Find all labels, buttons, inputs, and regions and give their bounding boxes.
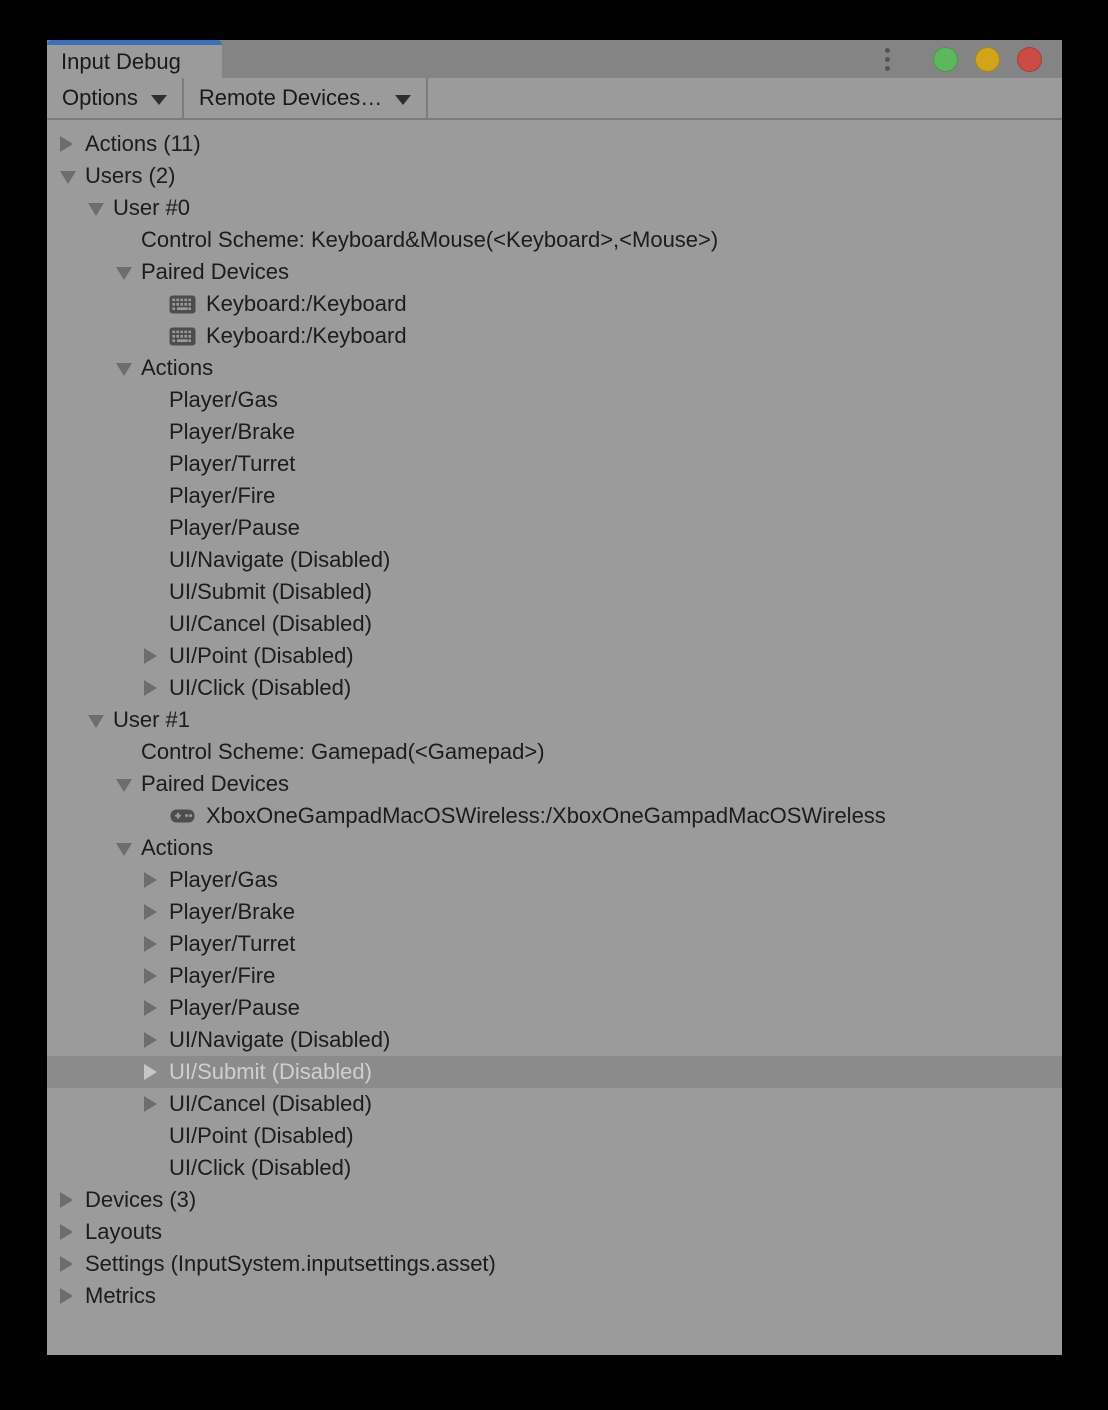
- tree-row[interactable]: [47, 672, 1062, 704]
- tree-row-label: Player/Turret: [169, 451, 296, 476]
- tree-row-label: UI/Click (Disabled): [169, 1155, 352, 1180]
- tree-row-label: UI/Submit (Disabled): [169, 579, 372, 604]
- tree-row[interactable]: [47, 352, 1062, 384]
- tree-row[interactable]: [47, 1024, 1062, 1056]
- traffic-light-yellow[interactable]: [975, 47, 1000, 72]
- tree-row-label: Keyboard:/Keyboard: [206, 291, 407, 316]
- tree-row-label: User #0: [113, 195, 191, 220]
- tree-row[interactable]: [47, 832, 1062, 864]
- collapse-arrow-icon[interactable]: [88, 200, 113, 216]
- expand-arrow-icon[interactable]: [144, 904, 169, 920]
- options-dropdown[interactable]: [47, 78, 182, 118]
- tree-row-label: UI/Submit (Disabled): [169, 1059, 372, 1084]
- tree-row-label: Devices (3): [85, 1187, 197, 1212]
- expand-arrow-icon[interactable]: [144, 1064, 169, 1080]
- tree-row-label: Player/Pause: [169, 515, 300, 540]
- tree-row-label: Player/Gas: [169, 387, 278, 412]
- tree-row-label: UI/Point (Disabled): [169, 643, 354, 668]
- tree-row[interactable]: [47, 1152, 1062, 1184]
- tree-row[interactable]: [47, 512, 1062, 544]
- expand-arrow-icon[interactable]: [144, 968, 169, 984]
- tree-row[interactable]: [47, 896, 1062, 928]
- tree-row-label: Actions: [141, 355, 214, 380]
- chevron-down-icon: [395, 95, 411, 105]
- tree-row[interactable]: [47, 1088, 1062, 1120]
- tree-row[interactable]: [47, 480, 1062, 512]
- toolbar: [47, 78, 1062, 120]
- remote-devices-dropdown-label: Remote Devices…: [198, 85, 383, 110]
- expand-arrow-icon[interactable]: [60, 136, 85, 152]
- tree-row[interactable]: [47, 1184, 1062, 1216]
- collapse-arrow-icon[interactable]: [88, 712, 113, 728]
- tree-row[interactable]: [47, 1120, 1062, 1152]
- expand-arrow-icon[interactable]: [144, 1096, 169, 1112]
- tree-row-label: Player/Brake: [169, 899, 295, 924]
- tree-row[interactable]: [47, 1056, 1062, 1088]
- tree-row-label: Users (2): [85, 163, 176, 188]
- tab-title: Input Debug: [61, 48, 181, 74]
- tree-row[interactable]: [47, 928, 1062, 960]
- traffic-light-red[interactable]: [1017, 47, 1042, 72]
- tree-row[interactable]: [47, 736, 1062, 768]
- expand-arrow-icon[interactable]: [144, 936, 169, 952]
- tree-row[interactable]: [47, 864, 1062, 896]
- tree-row[interactable]: [47, 192, 1062, 224]
- collapse-arrow-icon[interactable]: [116, 840, 141, 856]
- remote-devices-dropdown[interactable]: [184, 78, 426, 118]
- expand-arrow-icon[interactable]: [144, 1032, 169, 1048]
- tree-row[interactable]: [47, 160, 1062, 192]
- tree-row[interactable]: [47, 416, 1062, 448]
- window-controls: [885, 40, 1062, 78]
- tree-row-label: User #1: [113, 707, 191, 732]
- window-titlebar: [47, 40, 1062, 78]
- options-dropdown-label: Options: [62, 85, 138, 110]
- tree-row-label: Player/Fire: [169, 483, 276, 508]
- tree-row[interactable]: [47, 128, 1062, 160]
- tree-row[interactable]: [47, 256, 1062, 288]
- tree-row-label: Control Scheme: Gamepad(<Gamepad>): [141, 739, 545, 764]
- tree-row[interactable]: [47, 640, 1062, 672]
- expand-arrow-icon[interactable]: [60, 1224, 85, 1240]
- tree-row-label: Settings (InputSystem.inputsettings.asset): [85, 1251, 496, 1276]
- keyboard-icon: [169, 326, 196, 347]
- tree-row-label: Control Scheme: Keyboard&Mouse(<Keyboard>,<Mouse>): [141, 227, 719, 252]
- gamepad-icon: [169, 807, 196, 825]
- expand-arrow-icon[interactable]: [144, 648, 169, 664]
- tree-row-label: Actions: [141, 835, 214, 860]
- tree-row-label: Player/Turret: [169, 931, 296, 956]
- tree-row-label: UI/Navigate (Disabled): [169, 1027, 391, 1052]
- tree-row[interactable]: [47, 1216, 1062, 1248]
- tree-row-label: Layouts: [85, 1219, 163, 1244]
- tree-row[interactable]: [47, 384, 1062, 416]
- tree-row-label: Actions (11): [85, 131, 201, 156]
- expand-arrow-icon[interactable]: [144, 1000, 169, 1016]
- tree-row[interactable]: [47, 960, 1062, 992]
- tree-row-label: Player/Gas: [169, 867, 278, 892]
- tab-input-debug[interactable]: [47, 40, 222, 78]
- input-debug-window: [47, 40, 1062, 1355]
- tree-row-label: Keyboard:/Keyboard: [206, 323, 407, 348]
- tree-row-label: Paired Devices: [141, 259, 289, 284]
- tree-row-label: UI/Navigate (Disabled): [169, 547, 391, 572]
- expand-arrow-icon[interactable]: [60, 1192, 85, 1208]
- tree-row[interactable]: [47, 544, 1062, 576]
- kebab-menu-icon[interactable]: [885, 48, 890, 71]
- tree-row[interactable]: [47, 448, 1062, 480]
- tree-row-label: XboxOneGampadMacOSWireless:/XboxOneGampadMacOSWireless: [206, 803, 886, 828]
- tree-row-label: UI/Cancel (Disabled): [169, 611, 372, 636]
- tree-view: [47, 120, 1062, 1355]
- tree-row[interactable]: [47, 704, 1062, 736]
- tree-row[interactable]: [47, 576, 1062, 608]
- tree-row-label: UI/Cancel (Disabled): [169, 1091, 372, 1116]
- tree-row-label: Paired Devices: [141, 771, 289, 796]
- tree-row-label: Metrics: [85, 1283, 156, 1308]
- tree-row[interactable]: [47, 1280, 1062, 1312]
- expand-arrow-icon[interactable]: [60, 1256, 85, 1272]
- keyboard-icon: [169, 294, 196, 315]
- expand-arrow-icon[interactable]: [144, 872, 169, 888]
- tree-row-label: UI/Point (Disabled): [169, 1123, 354, 1148]
- tree-row[interactable]: [47, 224, 1062, 256]
- collapse-arrow-icon[interactable]: [60, 168, 85, 184]
- tree-row-label: UI/Click (Disabled): [169, 675, 352, 700]
- tree-row[interactable]: [47, 800, 1062, 832]
- collapse-arrow-icon[interactable]: [116, 264, 141, 280]
- traffic-light-green[interactable]: [933, 47, 958, 72]
- toolbar-divider: [426, 78, 428, 118]
- tree-row[interactable]: [47, 992, 1062, 1024]
- collapse-arrow-icon[interactable]: [116, 776, 141, 792]
- tree-row-label: Player/Brake: [169, 419, 295, 444]
- collapse-arrow-icon[interactable]: [116, 360, 141, 376]
- tree-row[interactable]: [47, 288, 1062, 320]
- tree-row[interactable]: [47, 1248, 1062, 1280]
- tree-row-label: Player/Pause: [169, 995, 300, 1020]
- expand-arrow-icon[interactable]: [144, 680, 169, 696]
- tree-row[interactable]: [47, 768, 1062, 800]
- tree-row[interactable]: [47, 320, 1062, 352]
- tree-row-label: Player/Fire: [169, 963, 276, 988]
- chevron-down-icon: [151, 95, 167, 105]
- tree-row[interactable]: [47, 608, 1062, 640]
- expand-arrow-icon[interactable]: [60, 1288, 85, 1304]
